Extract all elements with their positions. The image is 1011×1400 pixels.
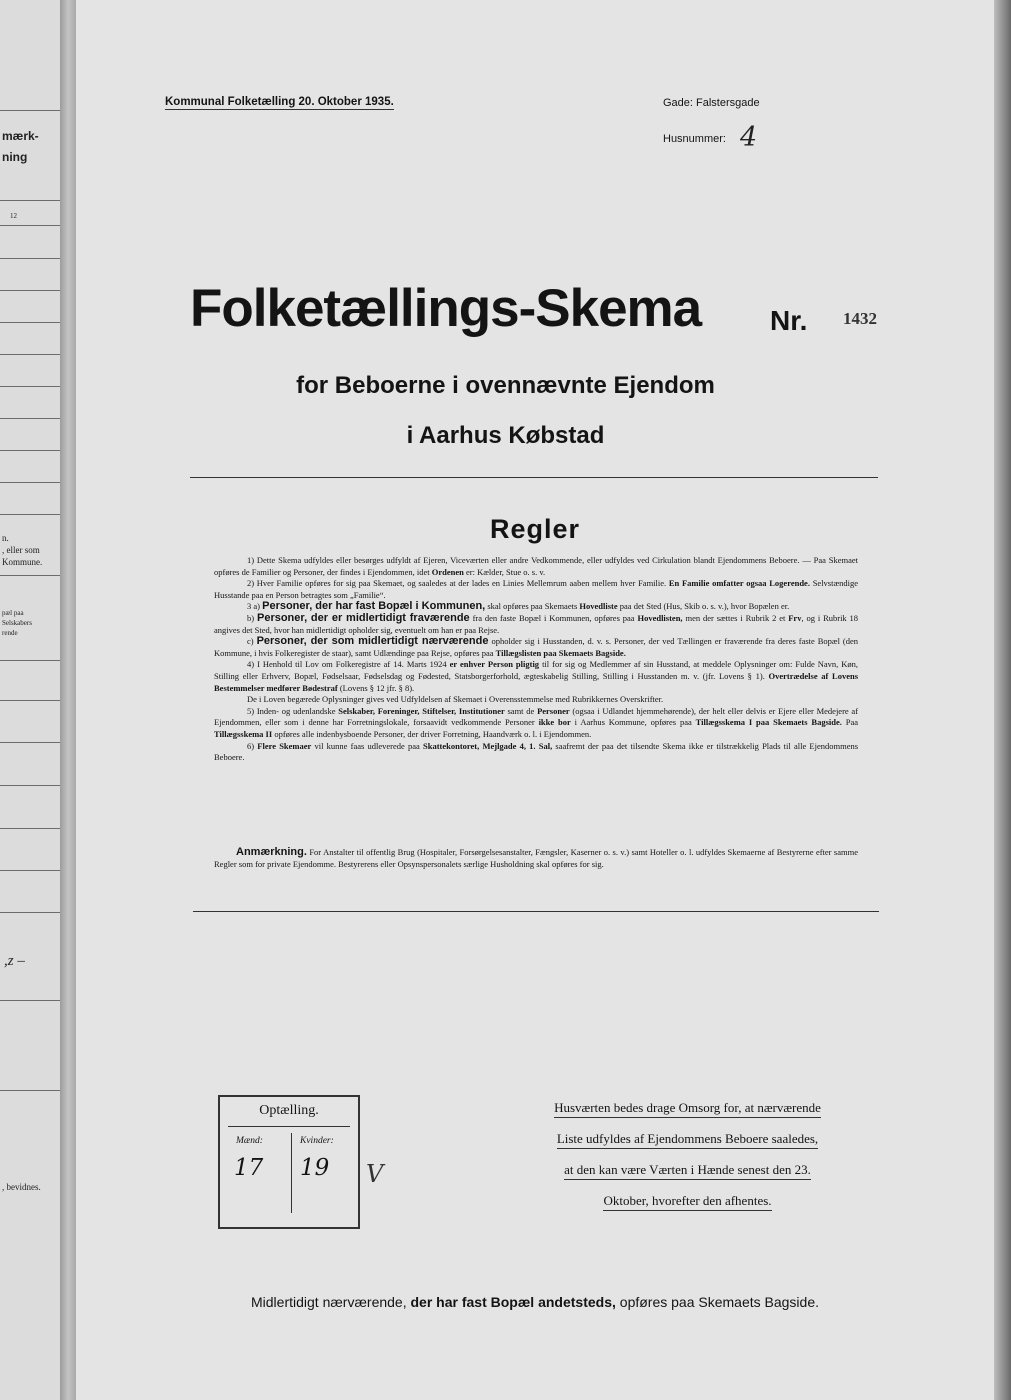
prev-page-text: , eller som bbox=[2, 545, 40, 555]
form-number-value: 1432 bbox=[843, 309, 877, 328]
rule-3b: b) Personer, der er midlertidigt fraværende fra den faste Bopæl i Kommunen, opføres paa Hovedlisten, men der sættes i Rubrik 2 et Frv, og i Rubrik 18 angives det Sted, hvor han midlertidigt opholder sig, eventuelt om han er paa Rejse. bbox=[214, 611, 859, 635]
house-number-label: Husnummer: bbox=[663, 133, 726, 145]
rule-4: 4) I Henhold til Lov om Folkeregistre af 14. Marts 1924 er enhver Person pligtig til for sig og Medlemmer af sin Husstand, at meddele Oplysninger om: Fulde Navn, Køn, Stilling eller Erhverv, Bopæl, Fødselsaar, Fødselsdag og Fødested, Statsborgerforhold, ægteskabelig Stilling, Stilling i Husstanden m. v. (jfr. Lovens § 1). Overtrædelse af Lovens Bestemmelser medfører Bødestraf (Lovens § 12 jfr. § 8). bbox=[214, 659, 859, 693]
landlord-notice bbox=[515, 1100, 860, 1224]
footer-note: Midlertidigt nærværende, der har fast Bopæl andetsteds, opføres paa Skemaets Bagside. bbox=[250, 1294, 820, 1310]
prev-page-text: rende bbox=[2, 629, 18, 637]
notice-line: Oktober, hvorefter den afhentes. bbox=[603, 1193, 771, 1211]
prev-page-text: , bevidnes. bbox=[2, 1182, 41, 1192]
census-header: Kommunal Folketælling 20. Oktober 1935. bbox=[165, 96, 394, 108]
previous-page-strip bbox=[0, 0, 60, 1400]
rules-text bbox=[214, 555, 858, 764]
book-gutter bbox=[60, 0, 76, 1400]
house-number-field bbox=[663, 133, 726, 145]
street-value: Falstersgade bbox=[696, 97, 760, 109]
prev-page-text: pæl paa bbox=[2, 609, 24, 617]
men-label: Mænd: bbox=[236, 1136, 263, 1146]
rule-2: 2) Hver Familie opføres for sig paa Skemaet, og saaledes at der lades en Linies Mellemrum aaben mellem hver Familie. En Familie omfatter ogsaa Logerende. Selvstændige Husstande paa en Person betragtes som „Familie“. bbox=[214, 578, 859, 600]
note-label: Anmærkning. bbox=[236, 846, 307, 858]
prev-page-text: 12 bbox=[10, 212, 17, 220]
divider-top bbox=[190, 477, 878, 478]
notice-line: Liste udfyldes af Ejendommens Beboere saaledes, bbox=[557, 1131, 818, 1149]
rule-3a: 3 a) Personer, der har fast Bopæl i Kommunen, skal opføres paa Skemaets Hovedliste paa det Sted (Hus, Skib o. s. v.), hvor Bopælen er. bbox=[247, 600, 790, 613]
rule-5: 5) Inden- og udenlandske Selskaber, Foreninger, Stiftelser, Institutioner samt de Personer (ogsaa i Udlandet hjemmehørende), der helt eller delvis er Ejere eller Medejere af Ejendommen, eller som i denne har Forretningslokale, forsaavidt vedkommende Personer ikke bor i Aarhus Kommune, opføres paa Tillægsskema I paa Skemaets Bagside. Paa Tillægsskema II opføres alle indenbysboende Personer, der driver Forretning, Haandværk o. l. i Ejendommen. bbox=[214, 705, 859, 739]
men-count: 17 bbox=[234, 1155, 264, 1181]
form-location: i Aarhus Købstad bbox=[406, 422, 605, 449]
prev-page-text: Selskabers bbox=[2, 619, 32, 627]
rule-6: 6) Flere Skemaer vil kunne faas udleverede paa Skattekontoret, Mejlgade 4, 1. Sal, saafremt der paa det tilsendte Skema ikke er tilstrækkelig Plads til alle Ejendommens Beboere. bbox=[214, 740, 859, 763]
count-divider bbox=[228, 1126, 350, 1127]
rule-1: 1) Dette Skema udfyldes eller besørges udfyldt af Ejeren, Viceværten eller andre Vedkommende, eller udfyldes ved Cirkulation blandt Ejendommens Beboere. — Paa Skemaet opføres de Familier og Personer, der findes i Ejendommen, idet Ordenen er: Kælder, Stue o. s. v. bbox=[214, 555, 858, 577]
count-column-divider bbox=[291, 1133, 292, 1213]
rules-heading: Regler bbox=[489, 514, 581, 544]
street-field bbox=[663, 97, 760, 109]
prev-page-text: Kommune. bbox=[2, 557, 43, 567]
women-label: Kvinder: bbox=[300, 1136, 334, 1146]
count-box bbox=[218, 1095, 360, 1229]
annotation-note bbox=[214, 846, 858, 870]
note-text: For Anstalter til offentlig Brug (Hospitaler, Forsørgelsesanstalter, Fængsler, Kaserner o. s. v.) samt Hoteller o. l. udfyldes Skemaerne af Bestyrerne efter samme Regler som for private Ejendomme. Bestyrerens eller Opsynspersonalets særlige Husholdning skal opføres for sig. bbox=[214, 847, 858, 869]
notice-line: at den kan være Værten i Hænde senest den 23. bbox=[564, 1162, 811, 1180]
prev-page-text: n. bbox=[2, 533, 9, 543]
count-title: Optælling. bbox=[259, 1103, 319, 1118]
form-title: Folketællings-Skema bbox=[190, 279, 702, 338]
women-count: 19 bbox=[300, 1155, 330, 1181]
rule-4-continued: De i Loven begærede Oplysninger gives ved Udfyldelsen af Skemaet i Overensstemmelse med Rubrikkernes Overskrifter. bbox=[247, 694, 664, 705]
rule-3c: c) Personer, der som midlertidigt nærværende opholder sig i Husstanden, d. v. s. Personer, der ved Tællingen er fraværende fra deres faste Bopæl (den Kommune, i hvis Folkeregister de staar), samt Udlændinge paa Rejse, opføres paa Tillægslisten paa Skemaets Bagside. bbox=[214, 635, 859, 658]
prev-page-text: mærk- bbox=[2, 129, 39, 143]
house-number-value: 4 bbox=[740, 122, 758, 153]
prev-page-handwriting: ,z – bbox=[4, 953, 25, 969]
street-label: Gade: bbox=[663, 97, 693, 109]
form-subtitle: for Beboerne i ovennævnte Ejendom bbox=[296, 372, 715, 399]
page-edge-shadow bbox=[994, 0, 1011, 1400]
divider-bottom bbox=[193, 911, 879, 912]
notice-line: Husværten bedes drage Omsorg for, at nærværende bbox=[554, 1100, 821, 1118]
form-number-label: Nr. bbox=[770, 305, 808, 336]
prev-page-text: ning bbox=[2, 150, 28, 164]
check-mark: V bbox=[366, 1160, 384, 1188]
